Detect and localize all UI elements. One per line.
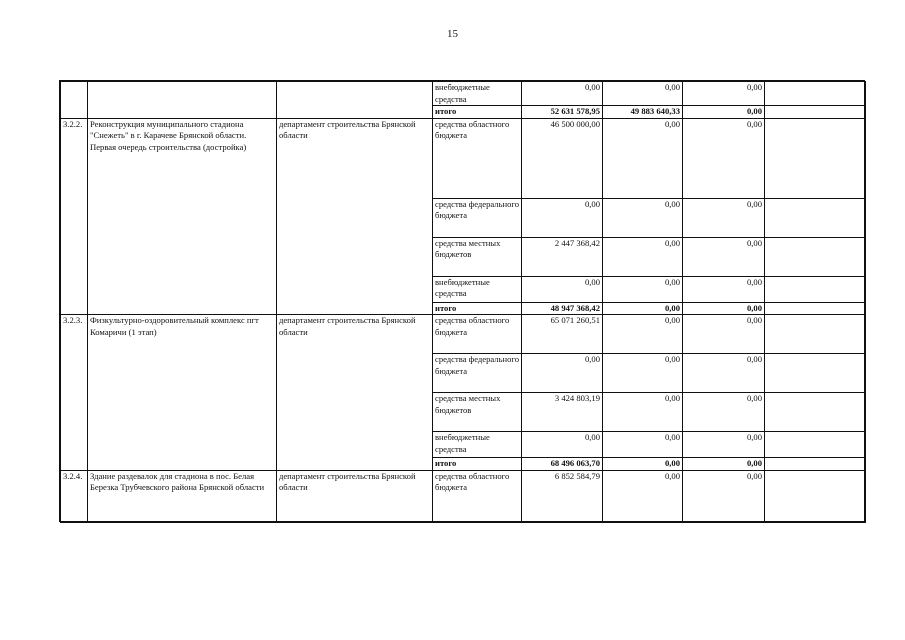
cell-value-2: 0,00 <box>603 276 683 302</box>
cell-value-3: 0,00 <box>683 470 765 522</box>
cell-value-2: 0,00 <box>603 82 683 106</box>
cell-value-1: 0,00 <box>522 82 603 106</box>
cell-total-1: 52 631 578,95 <box>522 106 603 119</box>
cell-total-1: 48 947 368,42 <box>522 302 603 315</box>
cell-item-number: 3.2.2. <box>61 118 88 315</box>
cell-source: средства областного бюджета <box>433 470 522 522</box>
cell-value-3: 0,00 <box>683 393 765 432</box>
cell-extra <box>765 432 866 458</box>
cell-value-2: 0,00 <box>603 118 683 198</box>
cell-item-executor: департамент строительства Брянской области <box>277 315 433 471</box>
cell-value-2: 0,00 <box>603 315 683 354</box>
cell-source-total: итого <box>433 106 522 119</box>
table-row <box>61 315 866 354</box>
cell-item-name: Здание раздевалок для стадиона в пос. Белая Березка Трубчевского района Брянской области <box>88 470 277 522</box>
cell-value-3: 0,00 <box>683 118 765 198</box>
cell-source: средства федерального бюджета <box>433 354 522 393</box>
cell-value-1: 65 071 260,51 <box>522 315 603 354</box>
cell-total-3: 0,00 <box>683 106 765 119</box>
cell-value-3: 0,00 <box>683 198 765 237</box>
cell-total-1: 68 496 063,70 <box>522 458 603 471</box>
table-row <box>61 118 866 198</box>
cell-total-2: 0,00 <box>603 302 683 315</box>
cell-executor-empty <box>277 82 433 119</box>
cell-value-1: 0,00 <box>522 198 603 237</box>
cell-total-3: 0,00 <box>683 302 765 315</box>
page-number: 15 <box>447 28 458 40</box>
cell-value-3: 0,00 <box>683 276 765 302</box>
cell-total-3: 0,00 <box>683 458 765 471</box>
cell-value-3: 0,00 <box>683 237 765 276</box>
cell-value-2: 0,00 <box>603 198 683 237</box>
cell-source: средства областного бюджета <box>433 315 522 354</box>
cell-source-total: итого <box>433 302 522 315</box>
cell-item-number: 3.2.4. <box>61 470 88 522</box>
budget-table <box>60 81 866 523</box>
cell-source: внебюджетные средства <box>433 432 522 458</box>
cell-num-empty <box>61 82 88 119</box>
cell-extra <box>765 82 866 106</box>
cell-value-1: 0,00 <box>522 354 603 393</box>
cell-extra <box>765 393 866 432</box>
cell-value-3: 0,00 <box>683 315 765 354</box>
cell-value-2: 0,00 <box>603 470 683 522</box>
cell-extra <box>765 302 866 315</box>
cell-source: средства местных бюджетов <box>433 393 522 432</box>
cell-extra <box>765 198 866 237</box>
cell-source-total: итого <box>433 458 522 471</box>
cell-item-name: Реконструкция муниципального стадиона "Снежеть" в г. Карачеве Брянской области. Первая очередь строительства (достройка) <box>88 118 277 315</box>
cell-source: средства местных бюджетов <box>433 237 522 276</box>
cell-value-2: 0,00 <box>603 237 683 276</box>
cell-value-1: 6 852 584,79 <box>522 470 603 522</box>
cell-total-2: 49 883 640,33 <box>603 106 683 119</box>
cell-value-1: 0,00 <box>522 432 603 458</box>
cell-source: внебюджетные средства <box>433 82 522 106</box>
table-row <box>61 82 866 106</box>
cell-value-2: 0,00 <box>603 393 683 432</box>
cell-value-3: 0,00 <box>683 432 765 458</box>
cell-source: средства областного бюджета <box>433 118 522 198</box>
cell-source: внебюджетные средства <box>433 276 522 302</box>
cell-total-2: 0,00 <box>603 458 683 471</box>
cell-source: средства федерального бюджета <box>433 198 522 237</box>
cell-extra <box>765 354 866 393</box>
cell-extra <box>765 470 866 522</box>
cell-item-number: 3.2.3. <box>61 315 88 471</box>
cell-extra <box>765 106 866 119</box>
cell-value-2: 0,00 <box>603 432 683 458</box>
cell-name-empty <box>88 82 277 119</box>
cell-value-3: 0,00 <box>683 354 765 393</box>
cell-value-1: 3 424 803,19 <box>522 393 603 432</box>
cell-value-1: 46 500 000,00 <box>522 118 603 198</box>
cell-extra <box>765 118 866 198</box>
cell-extra <box>765 458 866 471</box>
cell-extra <box>765 237 866 276</box>
cell-value-1: 2 447 368,42 <box>522 237 603 276</box>
cell-value-3: 0,00 <box>683 82 765 106</box>
cell-value-2: 0,00 <box>603 354 683 393</box>
cell-extra <box>765 315 866 354</box>
cell-item-name: Физкультурно-оздоровительный комплекс пгт Комаричи (1 этап) <box>88 315 277 471</box>
table-row <box>61 470 866 522</box>
cell-item-executor: департамент строительства Брянской области <box>277 470 433 522</box>
cell-value-1: 0,00 <box>522 276 603 302</box>
cell-item-executor: департамент строительства Брянской области <box>277 118 433 315</box>
cell-extra <box>765 276 866 302</box>
